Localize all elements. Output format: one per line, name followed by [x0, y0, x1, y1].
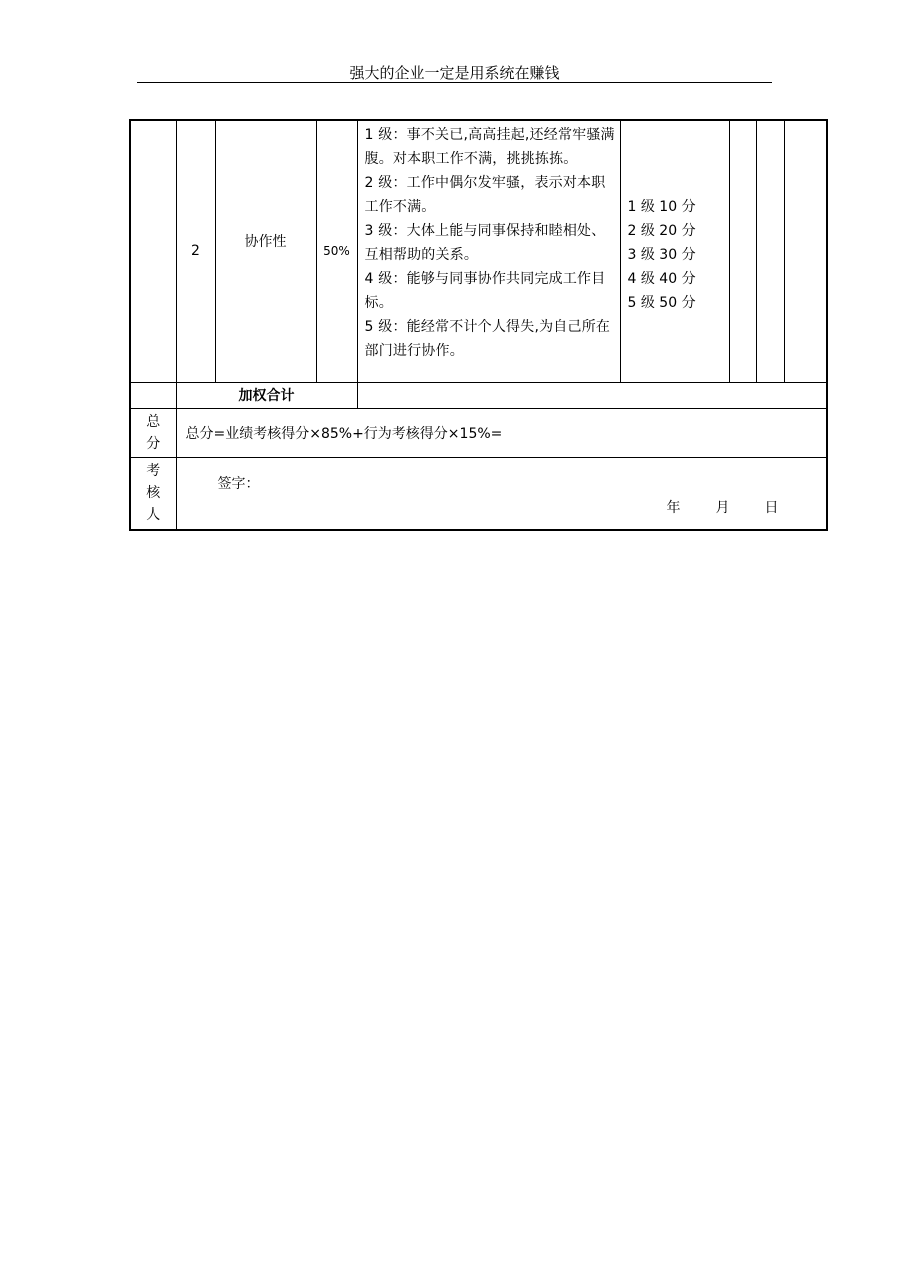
level-description: 2 级：工作中偶尔发牢骚，表示对本职工作不满。 [364, 175, 606, 215]
criterion-name: 协作性 [215, 120, 316, 382]
weighted-total-value [357, 382, 827, 408]
empty-cell [130, 120, 176, 382]
level-score: 2 级 20 分 [627, 223, 696, 239]
row-index: 2 [176, 120, 215, 382]
assessor-row [130, 457, 827, 530]
level-score: 1 级 10 分 [627, 199, 696, 215]
total-score-formula: 总分=业绩考核得分×85%+行为考核得分×15%= [176, 408, 827, 457]
signature-cell [176, 457, 827, 530]
level-scores [620, 120, 729, 382]
level-description: 4 级：能够与同事协作共同完成工作目标。 [364, 271, 606, 311]
weighted-total-row [130, 382, 827, 408]
signature-label: 签字： [217, 475, 260, 492]
level-description: 3 级：大体上能与同事保持和睦相处、互相帮助的关系。 [364, 223, 606, 263]
level-score: 4 级 40 分 [627, 271, 696, 287]
level-description: 1 级：事不关已,高高挂起,还经常牢骚满腹。对本职工作不满，挑挑拣拣。 [364, 127, 615, 167]
date-day: 日 [764, 499, 779, 516]
assessor-label: 考 核 人 [130, 457, 176, 530]
total-score-row [130, 408, 827, 457]
date-year: 年 [666, 499, 681, 516]
evaluation-table [129, 119, 828, 531]
header-rule [137, 82, 772, 83]
empty-cell [130, 382, 176, 408]
level-description: 5 级：能经常不计个人得失,为自己所在部门进行协作。 [364, 319, 611, 359]
date-month: 月 [715, 499, 730, 516]
empty-cell [729, 120, 756, 382]
empty-cell [784, 120, 827, 382]
page-header-title: 强大的企业一定是用系统在赚钱 [349, 64, 560, 82]
level-score: 5 级 50 分 [627, 295, 696, 311]
criterion-weight: 50% [316, 120, 357, 382]
level-score: 3 级 30 分 [627, 247, 696, 263]
total-score-label: 总 分 [130, 408, 176, 457]
table-row [130, 120, 827, 382]
empty-cell [756, 120, 784, 382]
weighted-total-label: 加权合计 [176, 382, 357, 408]
level-descriptions [357, 120, 620, 382]
